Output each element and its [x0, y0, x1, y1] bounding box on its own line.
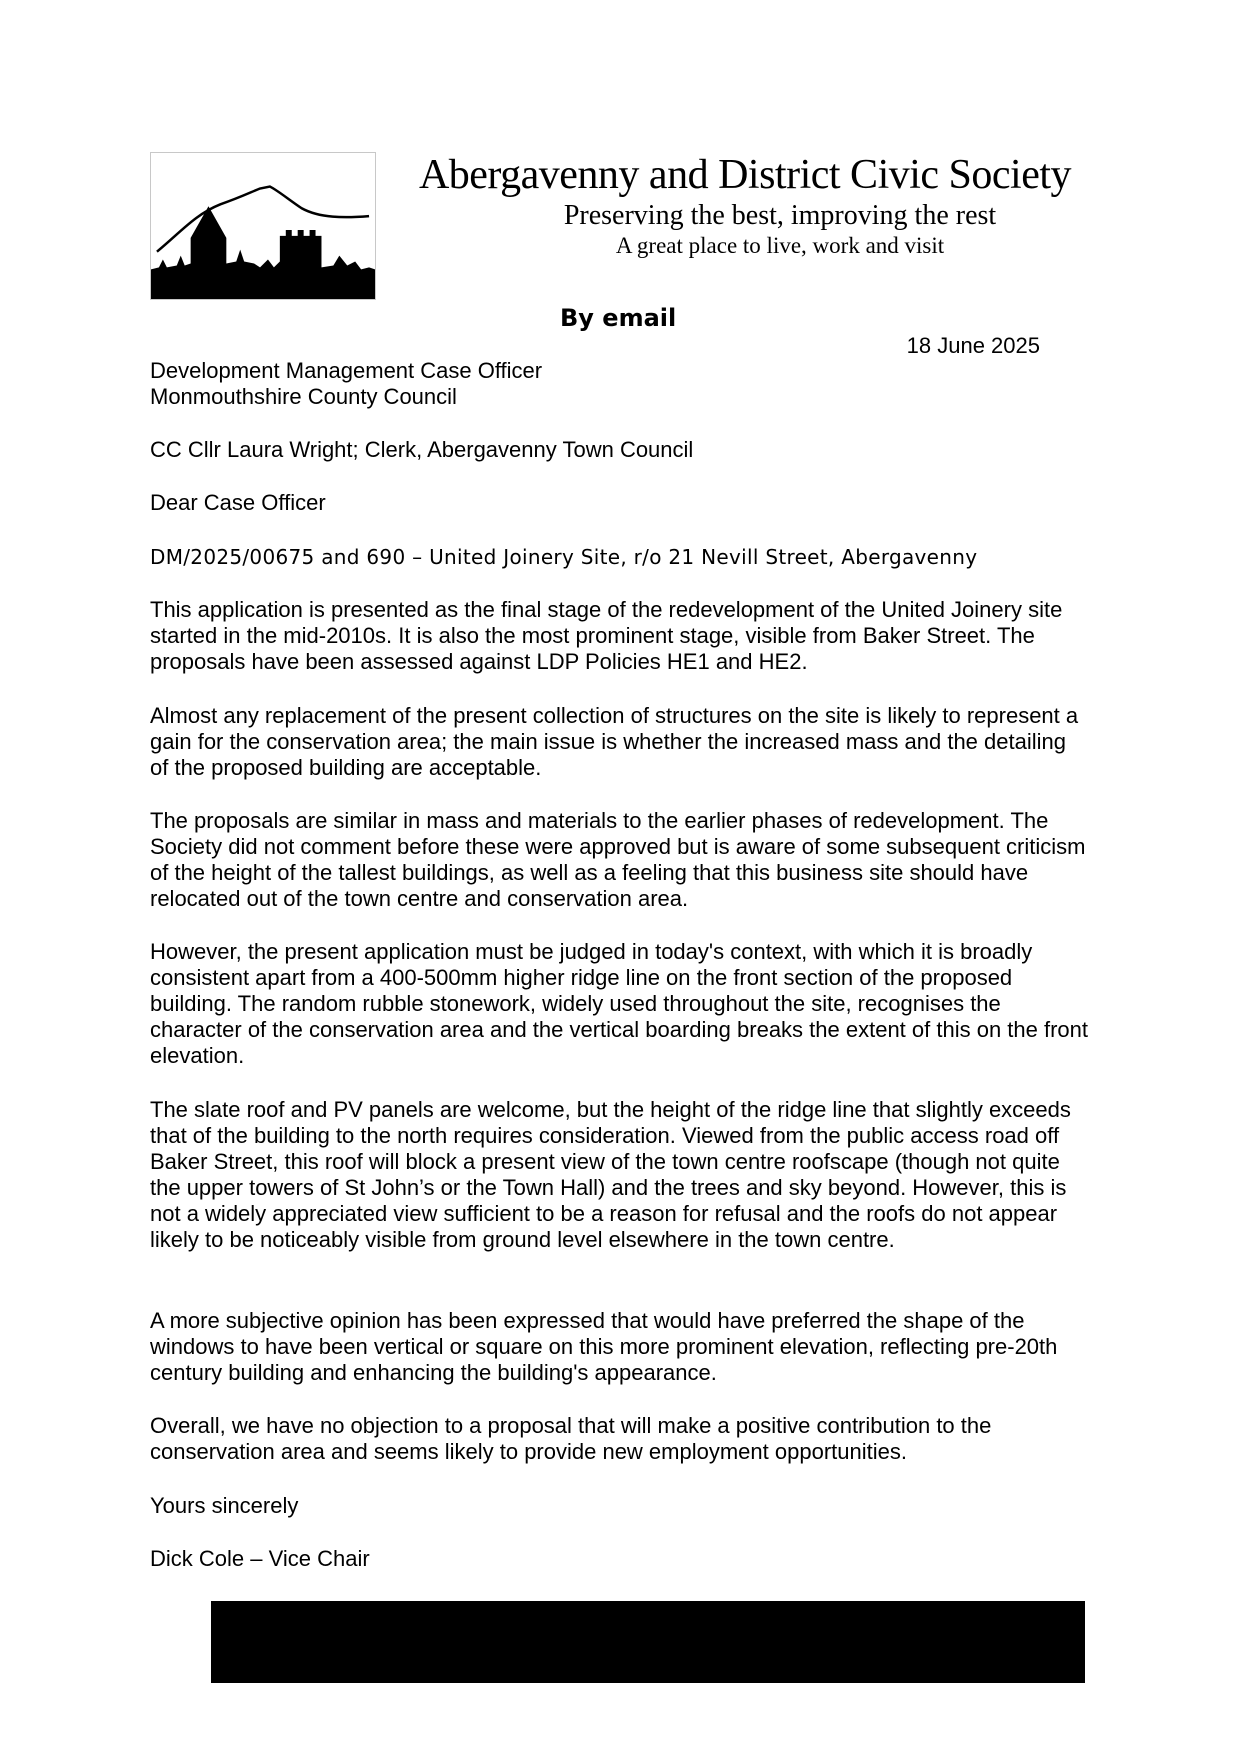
closing: Yours sincerely	[150, 1493, 299, 1518]
paragraph-6: A more subjective opinion has been expressed that would have preferred the shape of the windows to have been vertical or square on this more prominent elevation, reflecting pre-20th century building and enhancing the building's appearance.	[150, 1308, 1058, 1385]
salutation: Dear Case Officer	[150, 490, 326, 515]
application-reference: DM/2025/00675 and 690 – United Joinery Site, r/o 21 Nevill Street, Abergavenny	[150, 545, 978, 569]
redaction-block	[211, 1601, 1085, 1683]
organisation-name: Abergavenny and District Civic Society	[418, 152, 1072, 198]
town-skyline-logo-svg	[151, 153, 375, 299]
paragraph-1: This application is presented as the final stage of the redevelopment of the United Joinery site started in the mid-2010s. It is also the most prominent stage, visible from Baker Street. The proposals have been assessed against LDP Policies HE1 and HE2.	[150, 597, 1063, 674]
paragraph-2: Almost any replacement of the present collection of structures on the site is likely to represent a gain for the conservation area; the main issue is whether the increased mass and the detailing of the proposed building are acceptable.	[150, 703, 1079, 780]
recipient-line-2: Monmouthshire County Council	[150, 384, 457, 409]
delivery-method: By email	[560, 304, 677, 332]
town-skyline-logo	[150, 152, 376, 300]
paragraph-4: However, the present application must be judged in today's context, with which it is broadly consistent apart from a 400-500mm higher ridge line on the front section of the proposed building. The random rubble stonework, widely used throughout the site, recognises the character of the conservation area and the vertical boarding breaks the extent of this on the front elevation.	[150, 939, 1089, 1068]
signature: Dick Cole – Vice Chair	[150, 1546, 370, 1571]
cc-line: CC Cllr Laura Wright; Clerk, Abergavenny Town Council	[150, 437, 694, 462]
paragraph-3: The proposals are similar in mass and materials to the earlier phases of redevelopment. The Society did not comment before these were approved but is aware of some subsequent criticism of the height of the tallest buildings, as well as a feeling that this business site should have relocated out of the town centre and conservation area.	[150, 808, 1086, 911]
letter-date: 18 June 2025	[906, 333, 1040, 358]
paragraph-7: Overall, we have no objection to a proposal that will make a positive contribution to the conservation area and seems likely to provide new employment opportunities.	[150, 1413, 992, 1464]
tagline-secondary: A great place to live, work and visit	[615, 233, 945, 258]
tagline-primary: Preserving the best, improving the rest	[563, 200, 997, 231]
paragraph-5: The slate roof and PV panels are welcome, but the height of the ridge line that slightly exceeds that of the building to the north requires consideration. Viewed from the public access road off Baker Street, this roof will block a present view of the town centre roofscape (though not quite the upper towers of St John’s or the Town Hall) and the trees and sky beyond. However, this is not a widely appreciated view sufficient to be a reason for refusal and the roofs do not appear likely to be noticeably visible from ground level elsewhere in the town centre.	[150, 1097, 1071, 1252]
recipient-line-1: Development Management Case Officer	[150, 358, 543, 383]
